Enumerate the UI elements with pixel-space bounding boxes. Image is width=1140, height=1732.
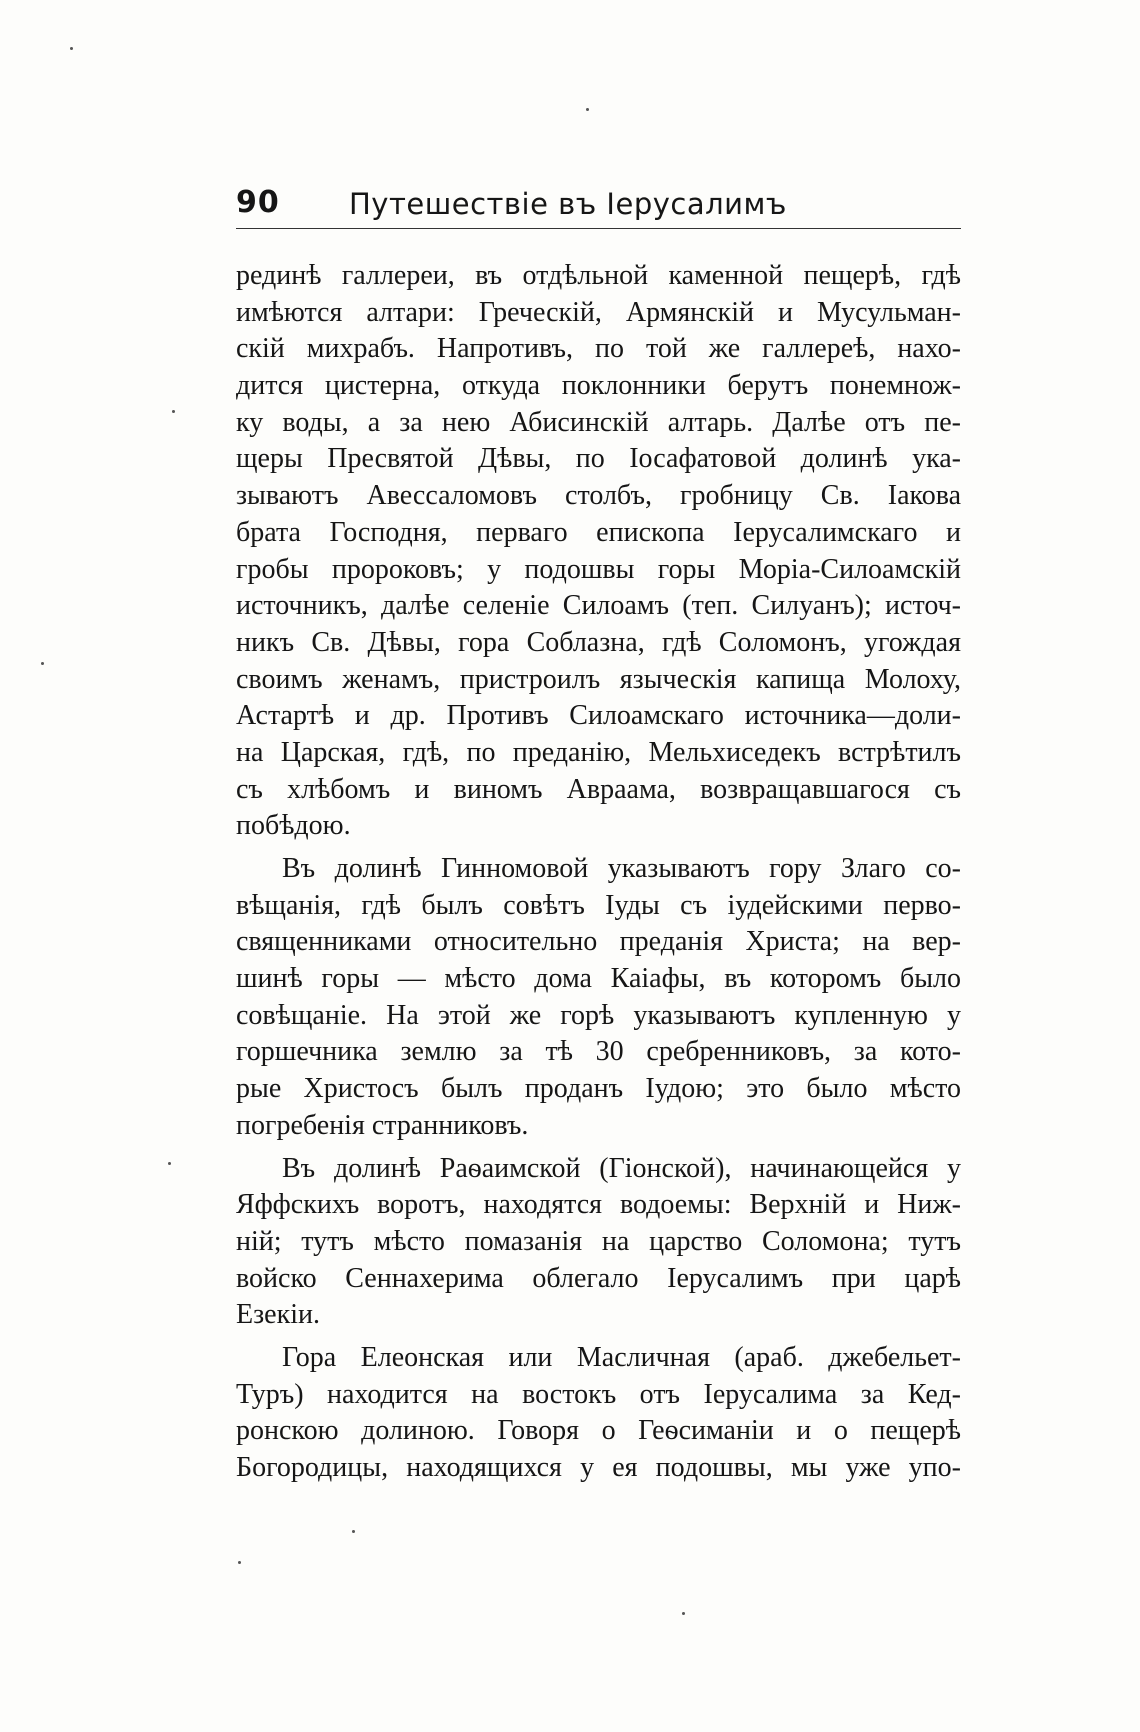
text-line: рединѣ галлереи, въ отдѣльной каменной пещерѣ, гдѣ [236,260,961,291]
text-line: вѣщанія, гдѣ былъ совѣтъ Іуды съ іудейскими перво- [236,889,961,921]
text-line: ку воды, а за нею Абисинскій алтарь. Далѣе отъ пе- [236,406,961,438]
text-line: Въ долинѣ Гинномовой указываютъ гору Злаго со- [282,853,961,884]
text-line: на Царская, гдѣ, по преданію, Мельхиседекъ встрѣтилъ [236,736,961,768]
text-line: побѣдою. [236,810,351,842]
paragraph-4 [236,1340,961,1487]
scan-speck [238,1561,241,1564]
header-rule [236,228,961,229]
text-line: Езекіи. [236,1299,320,1331]
text-line: Богородицы, находящихся у ея подошвы, мы уже упо- [236,1452,961,1483]
page-header [236,185,961,231]
text-line: щеры Пресвятой Дѣвы, по Іосафатовой долинѣ ука- [236,443,961,475]
text-line: войско Сеннахерима облегало Іерусалимъ при царѣ [236,1262,961,1294]
text-line: съ хлѣбомъ и виномъ Авраама, возвращавшагося съ [236,773,961,805]
paragraph-1 [236,258,961,845]
text-line: Яффскихъ воротъ, находятся водоемы: Верхній и Ниж- [236,1189,961,1221]
text-line: горшечника землю за тѣ 30 сребренниковъ, за кото- [236,1036,961,1068]
text-line: своимъ женамъ, пристроилъ языческія капища Молоху, [236,663,961,695]
scan-speck [41,662,44,665]
text-line: шинѣ горы — мѣсто дома Каіафы, въ которомъ было [236,963,961,995]
text-line: ній; тутъ мѣсто помазанія на царство Соломона; тутъ [236,1225,961,1257]
scan-speck [70,47,73,50]
text-line: рые Христосъ былъ проданъ Іудою; это было мѣсто [236,1073,961,1105]
paragraph-2 [236,851,961,1145]
text-line: Въ долинѣ Раѳаимской (Гіонской), начинающейся у [282,1152,961,1184]
text-line: Туръ) находится на востокъ отъ Іерусалима за Кед- [236,1378,961,1410]
text-line: скій михрабъ. Напротивъ, по той же галлереѣ, нахо- [236,333,961,365]
text-line: совѣщаніе. На этой же горѣ указываютъ купленную у [236,999,961,1031]
text-line: Астартѣ и др. Противъ Силоамскаго источника—доли- [236,700,961,732]
scan-speck [172,410,175,413]
scan-speck [586,108,589,111]
text-line: дится цистерна, откуда поклонники берутъ понемнож- [236,370,961,402]
text-line: брата Господня, перваго епископа Іерусалимскаго и [236,516,961,548]
text-line: священниками относительно преданія Христа; на вер- [236,926,961,958]
text-line: Гора Елеонская или Масличная (араб. джебельет- [282,1341,961,1373]
paragraph-3 [236,1151,961,1334]
body-text [236,258,961,1487]
page-number: 90 [236,185,280,220]
scan-speck [682,1612,685,1615]
scan-speck [352,1530,355,1533]
text-line: ронскою долиною. Говоря о Геѳсиманіи и о пещерѣ [236,1415,961,1447]
text-line: погребенія странниковъ. [236,1109,529,1141]
scan-speck [168,1162,171,1165]
text-line: источникъ, далѣе селеніе Силоамъ (теп. Силуанъ); источ- [236,590,961,622]
text-line: никъ Св. Дѣвы, гора Соблазна, гдѣ Соломонъ, угождая [236,626,961,658]
text-line: гробы пророковъ; у подошвы горы Моріа-Силоамскій [236,553,961,585]
text-line: зываютъ Авессаломовъ столбъ, гробницу Св. Іакова [236,480,961,512]
running-title: Путешествіе въ Іерусалимъ [349,187,787,221]
text-line: имѣются алтари: Греческій, Армянскій и Мусульман- [236,296,961,328]
